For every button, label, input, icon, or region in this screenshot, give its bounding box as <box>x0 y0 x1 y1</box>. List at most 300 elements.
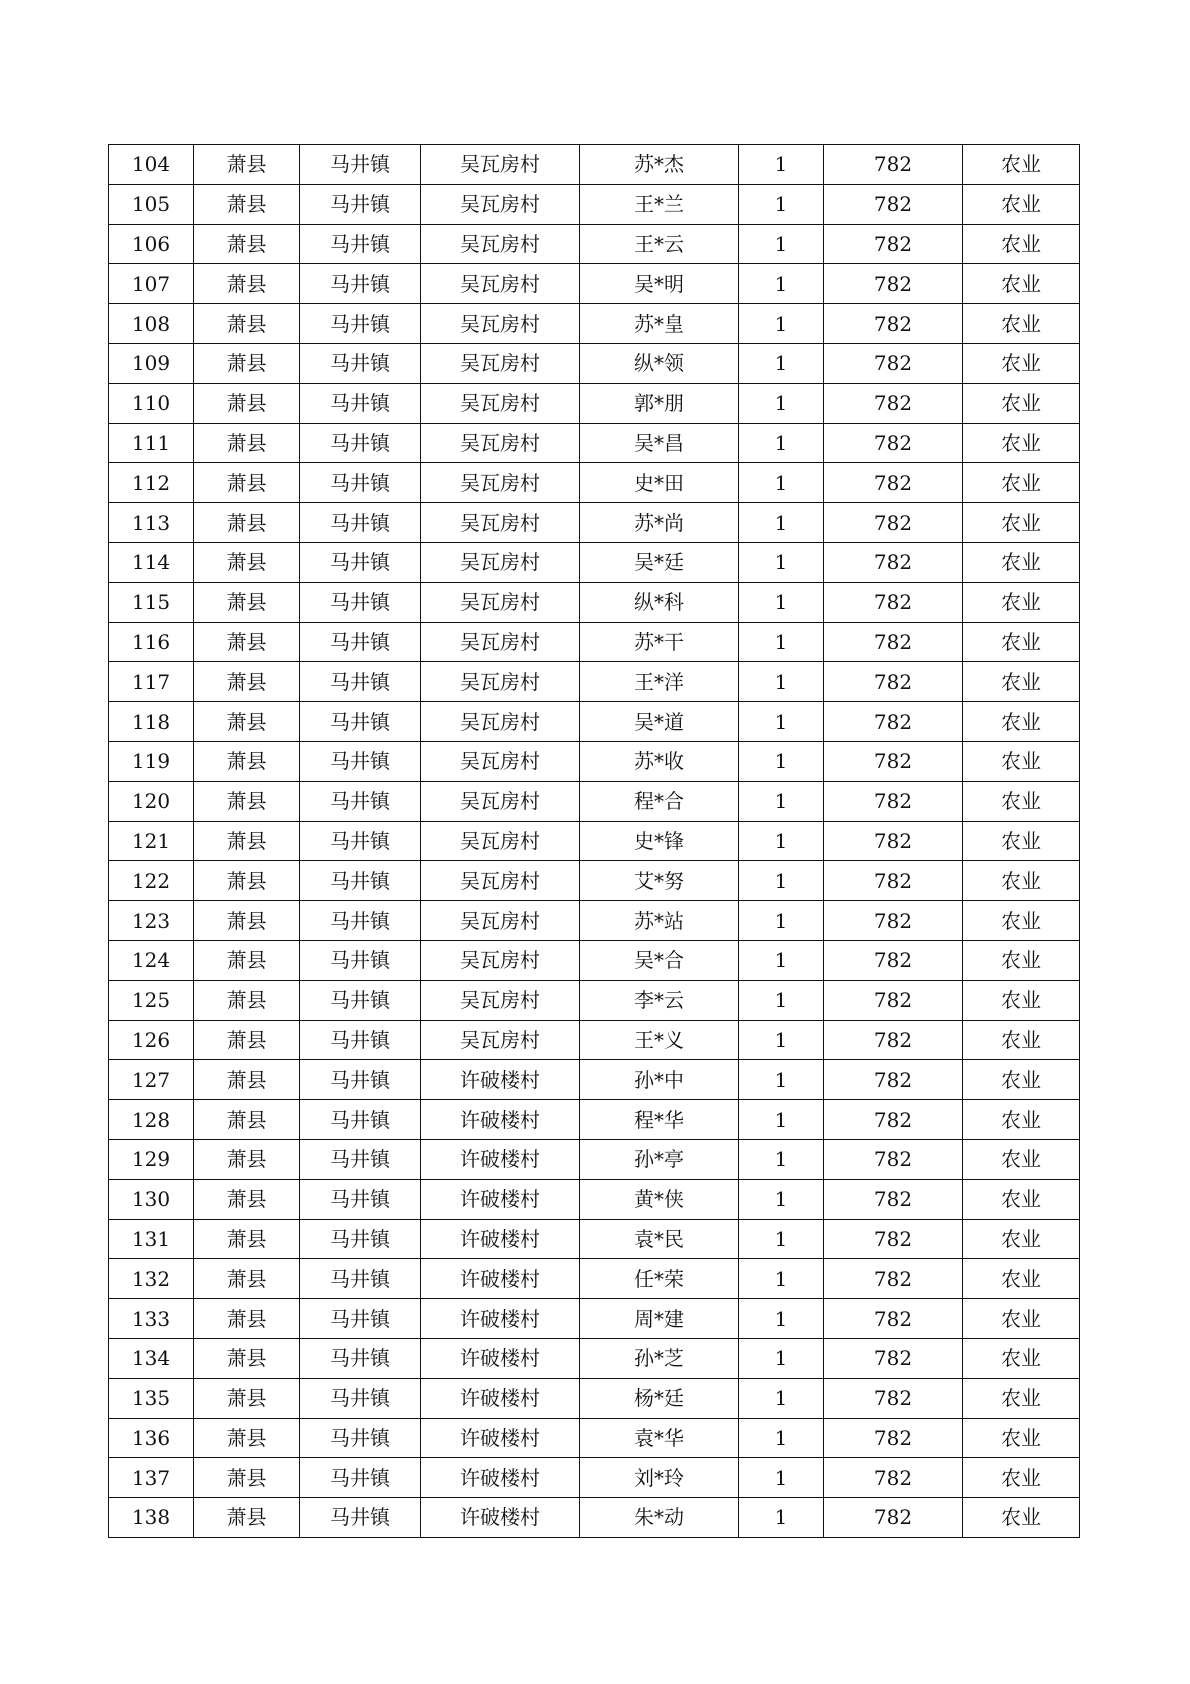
name-cell: 吴*廷 <box>580 542 739 582</box>
town-cell: 马井镇 <box>300 1259 421 1299</box>
county-cell: 萧县 <box>194 662 300 702</box>
amount-cell: 782 <box>824 980 963 1020</box>
name-cell: 纵*领 <box>580 343 739 383</box>
table-row <box>109 940 1080 980</box>
name-cell: 孙*亭 <box>580 1139 739 1179</box>
row-number-cell: 117 <box>109 662 194 702</box>
town-cell: 马井镇 <box>300 304 421 344</box>
amount-cell: 782 <box>824 662 963 702</box>
count-cell: 1 <box>739 1020 824 1060</box>
table-row <box>109 542 1080 582</box>
village-cell: 吴瓦房村 <box>421 662 580 702</box>
category-cell: 农业 <box>963 224 1080 264</box>
category-cell: 农业 <box>963 1299 1080 1339</box>
village-cell: 吴瓦房村 <box>421 901 580 941</box>
name-cell: 袁*民 <box>580 1219 739 1259</box>
category-cell: 农业 <box>963 821 1080 861</box>
village-cell: 吴瓦房村 <box>421 1020 580 1060</box>
town-cell: 马井镇 <box>300 343 421 383</box>
category-cell: 农业 <box>963 861 1080 901</box>
category-cell: 农业 <box>963 1060 1080 1100</box>
count-cell: 1 <box>739 1259 824 1299</box>
town-cell: 马井镇 <box>300 1299 421 1339</box>
amount-cell: 782 <box>824 1020 963 1060</box>
amount-cell: 782 <box>824 1060 963 1100</box>
county-cell: 萧县 <box>194 1299 300 1339</box>
county-cell: 萧县 <box>194 741 300 781</box>
town-cell: 马井镇 <box>300 423 421 463</box>
name-cell: 史*锋 <box>580 821 739 861</box>
amount-cell: 782 <box>824 383 963 423</box>
count-cell: 1 <box>739 1139 824 1179</box>
village-cell: 许破楼村 <box>421 1418 580 1458</box>
village-cell: 许破楼村 <box>421 1219 580 1259</box>
county-cell: 萧县 <box>194 940 300 980</box>
name-cell: 艾*努 <box>580 861 739 901</box>
amount-cell: 782 <box>824 1139 963 1179</box>
row-number-cell: 128 <box>109 1100 194 1140</box>
village-cell: 吴瓦房村 <box>421 184 580 224</box>
name-cell: 任*荣 <box>580 1259 739 1299</box>
county-cell: 萧县 <box>194 1219 300 1259</box>
amount-cell: 782 <box>824 343 963 383</box>
amount-cell: 782 <box>824 224 963 264</box>
count-cell: 1 <box>739 1458 824 1498</box>
category-cell: 农业 <box>963 622 1080 662</box>
village-cell: 吴瓦房村 <box>421 861 580 901</box>
count-cell: 1 <box>739 264 824 304</box>
row-number-cell: 106 <box>109 224 194 264</box>
table-row <box>109 463 1080 503</box>
amount-cell: 782 <box>824 861 963 901</box>
county-cell: 萧县 <box>194 503 300 543</box>
town-cell: 马井镇 <box>300 861 421 901</box>
county-cell: 萧县 <box>194 702 300 742</box>
county-cell: 萧县 <box>194 901 300 941</box>
category-cell: 农业 <box>963 383 1080 423</box>
name-cell: 王*洋 <box>580 662 739 702</box>
row-number-cell: 113 <box>109 503 194 543</box>
village-cell: 许破楼村 <box>421 1060 580 1100</box>
town-cell: 马井镇 <box>300 383 421 423</box>
table-row <box>109 702 1080 742</box>
amount-cell: 782 <box>824 542 963 582</box>
count-cell: 1 <box>739 1100 824 1140</box>
count-cell: 1 <box>739 1219 824 1259</box>
county-cell: 萧县 <box>194 184 300 224</box>
amount-cell: 782 <box>824 1418 963 1458</box>
town-cell: 马井镇 <box>300 224 421 264</box>
name-cell: 孙*芝 <box>580 1338 739 1378</box>
name-cell: 吴*道 <box>580 702 739 742</box>
town-cell: 马井镇 <box>300 582 421 622</box>
town-cell: 马井镇 <box>300 940 421 980</box>
amount-cell: 782 <box>824 1299 963 1339</box>
table-row <box>109 1139 1080 1179</box>
town-cell: 马井镇 <box>300 1458 421 1498</box>
town-cell: 马井镇 <box>300 702 421 742</box>
name-cell: 史*田 <box>580 463 739 503</box>
village-cell: 许破楼村 <box>421 1299 580 1339</box>
count-cell: 1 <box>739 1378 824 1418</box>
count-cell: 1 <box>739 423 824 463</box>
town-cell: 马井镇 <box>300 1179 421 1219</box>
count-cell: 1 <box>739 940 824 980</box>
table-row <box>109 1060 1080 1100</box>
category-cell: 农业 <box>963 304 1080 344</box>
count-cell: 1 <box>739 145 824 185</box>
category-cell: 农业 <box>963 343 1080 383</box>
village-cell: 许破楼村 <box>421 1100 580 1140</box>
amount-cell: 782 <box>824 503 963 543</box>
count-cell: 1 <box>739 901 824 941</box>
town-cell: 马井镇 <box>300 1498 421 1538</box>
name-cell: 李*云 <box>580 980 739 1020</box>
category-cell: 农业 <box>963 145 1080 185</box>
county-cell: 萧县 <box>194 423 300 463</box>
amount-cell: 782 <box>824 1458 963 1498</box>
village-cell: 吴瓦房村 <box>421 781 580 821</box>
table-row <box>109 861 1080 901</box>
row-number-cell: 134 <box>109 1338 194 1378</box>
row-number-cell: 132 <box>109 1259 194 1299</box>
name-cell: 吴*明 <box>580 264 739 304</box>
village-cell: 吴瓦房村 <box>421 463 580 503</box>
village-cell: 吴瓦房村 <box>421 821 580 861</box>
count-cell: 1 <box>739 383 824 423</box>
county-cell: 萧县 <box>194 542 300 582</box>
village-cell: 许破楼村 <box>421 1378 580 1418</box>
category-cell: 农业 <box>963 781 1080 821</box>
county-cell: 萧县 <box>194 861 300 901</box>
amount-cell: 782 <box>824 304 963 344</box>
village-cell: 吴瓦房村 <box>421 582 580 622</box>
category-cell: 农业 <box>963 184 1080 224</box>
category-cell: 农业 <box>963 463 1080 503</box>
row-number-cell: 111 <box>109 423 194 463</box>
table-row <box>109 1100 1080 1140</box>
town-cell: 马井镇 <box>300 821 421 861</box>
town-cell: 马井镇 <box>300 1418 421 1458</box>
count-cell: 1 <box>739 622 824 662</box>
row-number-cell: 108 <box>109 304 194 344</box>
town-cell: 马井镇 <box>300 542 421 582</box>
town-cell: 马井镇 <box>300 901 421 941</box>
row-number-cell: 127 <box>109 1060 194 1100</box>
category-cell: 农业 <box>963 582 1080 622</box>
county-cell: 萧县 <box>194 1418 300 1458</box>
row-number-cell: 125 <box>109 980 194 1020</box>
amount-cell: 782 <box>824 1498 963 1538</box>
town-cell: 马井镇 <box>300 1060 421 1100</box>
amount-cell: 782 <box>824 1338 963 1378</box>
category-cell: 农业 <box>963 542 1080 582</box>
name-cell: 杨*廷 <box>580 1378 739 1418</box>
count-cell: 1 <box>739 781 824 821</box>
name-cell: 王*云 <box>580 224 739 264</box>
table-row <box>109 1179 1080 1219</box>
village-cell: 吴瓦房村 <box>421 423 580 463</box>
village-cell: 许破楼村 <box>421 1139 580 1179</box>
table-row <box>109 901 1080 941</box>
table-row <box>109 343 1080 383</box>
category-cell: 农业 <box>963 702 1080 742</box>
count-cell: 1 <box>739 821 824 861</box>
amount-cell: 782 <box>824 184 963 224</box>
category-cell: 农业 <box>963 662 1080 702</box>
row-number-cell: 114 <box>109 542 194 582</box>
town-cell: 马井镇 <box>300 145 421 185</box>
amount-cell: 782 <box>824 423 963 463</box>
county-cell: 萧县 <box>194 1498 300 1538</box>
village-cell: 吴瓦房村 <box>421 145 580 185</box>
town-cell: 马井镇 <box>300 463 421 503</box>
category-cell: 农业 <box>963 423 1080 463</box>
name-cell: 孙*中 <box>580 1060 739 1100</box>
row-number-cell: 107 <box>109 264 194 304</box>
row-number-cell: 120 <box>109 781 194 821</box>
name-cell: 苏*站 <box>580 901 739 941</box>
category-cell: 农业 <box>963 741 1080 781</box>
village-cell: 许破楼村 <box>421 1458 580 1498</box>
table-row <box>109 304 1080 344</box>
county-cell: 萧县 <box>194 1100 300 1140</box>
table-row <box>109 264 1080 304</box>
table-row <box>109 1498 1080 1538</box>
row-number-cell: 122 <box>109 861 194 901</box>
county-cell: 萧县 <box>194 1378 300 1418</box>
village-cell: 吴瓦房村 <box>421 622 580 662</box>
village-cell: 许破楼村 <box>421 1179 580 1219</box>
amount-cell: 782 <box>824 781 963 821</box>
town-cell: 马井镇 <box>300 184 421 224</box>
town-cell: 马井镇 <box>300 1338 421 1378</box>
name-cell: 苏*杰 <box>580 145 739 185</box>
category-cell: 农业 <box>963 503 1080 543</box>
count-cell: 1 <box>739 980 824 1020</box>
count-cell: 1 <box>739 1179 824 1219</box>
count-cell: 1 <box>739 1299 824 1339</box>
count-cell: 1 <box>739 304 824 344</box>
town-cell: 马井镇 <box>300 1378 421 1418</box>
table-row <box>109 741 1080 781</box>
count-cell: 1 <box>739 1498 824 1538</box>
row-number-cell: 123 <box>109 901 194 941</box>
count-cell: 1 <box>739 463 824 503</box>
category-cell: 农业 <box>963 901 1080 941</box>
village-cell: 吴瓦房村 <box>421 702 580 742</box>
amount-cell: 782 <box>824 901 963 941</box>
town-cell: 马井镇 <box>300 741 421 781</box>
beneficiary-table <box>108 144 1080 1538</box>
row-number-cell: 104 <box>109 145 194 185</box>
amount-cell: 782 <box>824 145 963 185</box>
category-cell: 农业 <box>963 1219 1080 1259</box>
county-cell: 萧县 <box>194 622 300 662</box>
village-cell: 吴瓦房村 <box>421 503 580 543</box>
county-cell: 萧县 <box>194 1338 300 1378</box>
category-cell: 农业 <box>963 1100 1080 1140</box>
table-row <box>109 423 1080 463</box>
county-cell: 萧县 <box>194 145 300 185</box>
county-cell: 萧县 <box>194 1139 300 1179</box>
count-cell: 1 <box>739 741 824 781</box>
name-cell: 吴*昌 <box>580 423 739 463</box>
village-cell: 许破楼村 <box>421 1338 580 1378</box>
table-row <box>109 980 1080 1020</box>
row-number-cell: 119 <box>109 741 194 781</box>
table-row <box>109 1299 1080 1339</box>
name-cell: 郭*朋 <box>580 383 739 423</box>
town-cell: 马井镇 <box>300 503 421 543</box>
name-cell: 朱*动 <box>580 1498 739 1538</box>
amount-cell: 782 <box>824 264 963 304</box>
name-cell: 苏*尚 <box>580 503 739 543</box>
row-number-cell: 112 <box>109 463 194 503</box>
table-row <box>109 1020 1080 1060</box>
category-cell: 农业 <box>963 940 1080 980</box>
name-cell: 纵*科 <box>580 582 739 622</box>
village-cell: 吴瓦房村 <box>421 741 580 781</box>
count-cell: 1 <box>739 702 824 742</box>
county-cell: 萧县 <box>194 264 300 304</box>
table-row <box>109 1378 1080 1418</box>
village-cell: 吴瓦房村 <box>421 980 580 1020</box>
town-cell: 马井镇 <box>300 1139 421 1179</box>
county-cell: 萧县 <box>194 1020 300 1060</box>
row-number-cell: 118 <box>109 702 194 742</box>
row-number-cell: 110 <box>109 383 194 423</box>
amount-cell: 782 <box>824 1219 963 1259</box>
village-cell: 吴瓦房村 <box>421 343 580 383</box>
row-number-cell: 135 <box>109 1378 194 1418</box>
county-cell: 萧县 <box>194 383 300 423</box>
row-number-cell: 116 <box>109 622 194 662</box>
row-number-cell: 124 <box>109 940 194 980</box>
count-cell: 1 <box>739 662 824 702</box>
county-cell: 萧县 <box>194 1060 300 1100</box>
table-row <box>109 503 1080 543</box>
name-cell: 王*义 <box>580 1020 739 1060</box>
amount-cell: 782 <box>824 582 963 622</box>
county-cell: 萧县 <box>194 224 300 264</box>
name-cell: 程*华 <box>580 1100 739 1140</box>
table-row <box>109 781 1080 821</box>
village-cell: 吴瓦房村 <box>421 542 580 582</box>
category-cell: 农业 <box>963 1139 1080 1179</box>
count-cell: 1 <box>739 224 824 264</box>
name-cell: 刘*玲 <box>580 1458 739 1498</box>
county-cell: 萧县 <box>194 304 300 344</box>
category-cell: 农业 <box>963 1378 1080 1418</box>
county-cell: 萧县 <box>194 781 300 821</box>
town-cell: 马井镇 <box>300 980 421 1020</box>
row-number-cell: 105 <box>109 184 194 224</box>
village-cell: 吴瓦房村 <box>421 383 580 423</box>
amount-cell: 782 <box>824 1378 963 1418</box>
name-cell: 苏*干 <box>580 622 739 662</box>
county-cell: 萧县 <box>194 343 300 383</box>
category-cell: 农业 <box>963 1179 1080 1219</box>
table-row <box>109 1259 1080 1299</box>
amount-cell: 782 <box>824 1100 963 1140</box>
amount-cell: 782 <box>824 821 963 861</box>
village-cell: 吴瓦房村 <box>421 940 580 980</box>
name-cell: 王*兰 <box>580 184 739 224</box>
village-cell: 许破楼村 <box>421 1259 580 1299</box>
count-cell: 1 <box>739 542 824 582</box>
count-cell: 1 <box>739 861 824 901</box>
row-number-cell: 121 <box>109 821 194 861</box>
table-row <box>109 145 1080 185</box>
county-cell: 萧县 <box>194 463 300 503</box>
county-cell: 萧县 <box>194 980 300 1020</box>
amount-cell: 782 <box>824 622 963 662</box>
county-cell: 萧县 <box>194 1259 300 1299</box>
town-cell: 马井镇 <box>300 1219 421 1259</box>
row-number-cell: 131 <box>109 1219 194 1259</box>
count-cell: 1 <box>739 582 824 622</box>
table-row <box>109 1458 1080 1498</box>
amount-cell: 782 <box>824 463 963 503</box>
county-cell: 萧县 <box>194 1458 300 1498</box>
count-cell: 1 <box>739 184 824 224</box>
row-number-cell: 129 <box>109 1139 194 1179</box>
town-cell: 马井镇 <box>300 622 421 662</box>
name-cell: 苏*皇 <box>580 304 739 344</box>
count-cell: 1 <box>739 503 824 543</box>
amount-cell: 782 <box>824 702 963 742</box>
town-cell: 马井镇 <box>300 264 421 304</box>
table-row <box>109 383 1080 423</box>
table-row <box>109 582 1080 622</box>
town-cell: 马井镇 <box>300 1020 421 1060</box>
name-cell: 苏*收 <box>580 741 739 781</box>
count-cell: 1 <box>739 1338 824 1378</box>
table-body <box>109 145 1080 1538</box>
row-number-cell: 109 <box>109 343 194 383</box>
row-number-cell: 136 <box>109 1418 194 1458</box>
row-number-cell: 115 <box>109 582 194 622</box>
town-cell: 马井镇 <box>300 781 421 821</box>
table-row <box>109 1219 1080 1259</box>
category-cell: 农业 <box>963 1338 1080 1378</box>
name-cell: 袁*华 <box>580 1418 739 1458</box>
name-cell: 黄*侠 <box>580 1179 739 1219</box>
table-row <box>109 224 1080 264</box>
category-cell: 农业 <box>963 1498 1080 1538</box>
row-number-cell: 130 <box>109 1179 194 1219</box>
table-row <box>109 662 1080 702</box>
category-cell: 农业 <box>963 1458 1080 1498</box>
row-number-cell: 138 <box>109 1498 194 1538</box>
amount-cell: 782 <box>824 1259 963 1299</box>
table-row <box>109 184 1080 224</box>
village-cell: 许破楼村 <box>421 1498 580 1538</box>
row-number-cell: 133 <box>109 1299 194 1339</box>
amount-cell: 782 <box>824 1179 963 1219</box>
county-cell: 萧县 <box>194 821 300 861</box>
name-cell: 吴*合 <box>580 940 739 980</box>
county-cell: 萧县 <box>194 582 300 622</box>
village-cell: 吴瓦房村 <box>421 224 580 264</box>
village-cell: 吴瓦房村 <box>421 304 580 344</box>
table-row <box>109 622 1080 662</box>
count-cell: 1 <box>739 1418 824 1458</box>
table-row <box>109 821 1080 861</box>
town-cell: 马井镇 <box>300 1100 421 1140</box>
name-cell: 周*建 <box>580 1299 739 1339</box>
